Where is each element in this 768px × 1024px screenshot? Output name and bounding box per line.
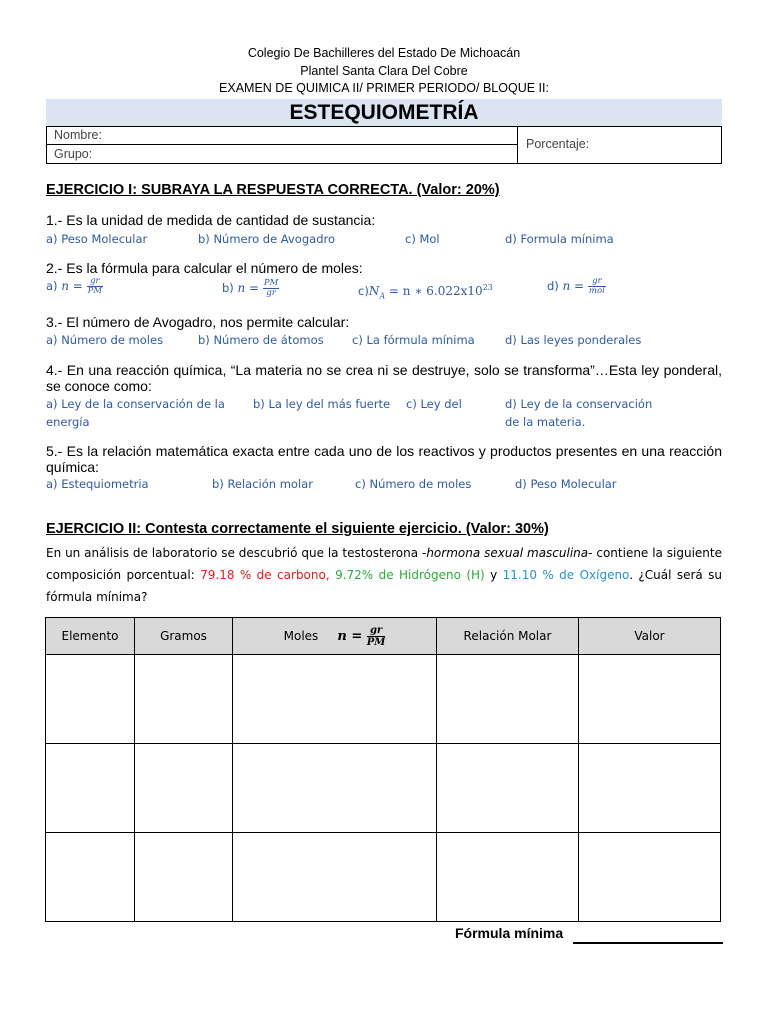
info-row-divider xyxy=(47,144,517,145)
table-cell[interactable] xyxy=(46,744,135,833)
q2-d-letter: d) xyxy=(547,279,559,293)
table-cell[interactable] xyxy=(135,833,233,922)
col-moles-eq: n = xyxy=(337,628,363,644)
q5-option-a[interactable]: a) Estequiometria xyxy=(46,477,149,491)
avogadro-equation: = n ∗ 6.022x10 xyxy=(385,284,483,298)
q2-a-letter: a) xyxy=(46,279,58,293)
q4-option-d[interactable]: d) Ley de la conservación xyxy=(505,397,653,411)
question-2: 2.- Es la fórmula para calcular el número de moles: xyxy=(46,260,363,276)
info-divider xyxy=(517,126,518,163)
q4-option-d-cont[interactable]: de la materia. xyxy=(505,415,586,429)
hydrogen-percent: 9.72% de Hidrógeno (H) xyxy=(335,568,485,582)
q2-d-eq: n = xyxy=(562,279,585,293)
q2-a-den: PM xyxy=(87,286,103,296)
table-cell[interactable] xyxy=(437,655,579,744)
name-field[interactable]: Nombre: xyxy=(54,128,102,142)
table-cell[interactable] xyxy=(233,655,437,744)
exam-subtitle: EXAMEN DE QUIMICA II/ PRIMER PERIODO/ BLOQUE II: xyxy=(219,81,549,95)
q4-option-a[interactable]: a) Ley de la conservación de la xyxy=(46,397,225,411)
table-cell[interactable] xyxy=(135,744,233,833)
q2-option-b[interactable] xyxy=(222,279,279,298)
q3-option-b[interactable]: b) Número de átomos xyxy=(198,333,324,347)
statement-mid: - contiene la siguiente composición porcentual: xyxy=(46,546,722,582)
table-cell[interactable] xyxy=(135,655,233,744)
q3-option-d[interactable]: d) Las leyes ponderales xyxy=(505,333,642,347)
student-info-box xyxy=(46,126,722,164)
col-moles-den: PM xyxy=(366,636,386,648)
statement-start: En un análisis de laboratorio se descubrió que la testosterona - xyxy=(46,546,427,560)
q2-b-eq: n = xyxy=(237,281,260,295)
q1-option-c[interactable]: c) Mol xyxy=(405,232,440,246)
col-gramos: Gramos xyxy=(135,618,233,655)
col-elemento: Elemento xyxy=(46,618,135,655)
q2-d-num: gr xyxy=(588,277,606,287)
q2-option-a[interactable] xyxy=(46,277,103,296)
table-row xyxy=(46,655,721,744)
table-cell[interactable] xyxy=(579,744,721,833)
oxygen-percent: 11.10 % de Oxígeno xyxy=(502,568,630,582)
avogadro-exponent: 23 xyxy=(482,283,493,292)
q2-b-den: gr xyxy=(266,288,276,298)
q2-a-num: gr xyxy=(87,277,103,287)
q4-option-a-cont[interactable]: energía xyxy=(46,415,90,429)
col-relacion-molar: Relación Molar xyxy=(437,618,579,655)
exercise-2-statement xyxy=(46,542,722,608)
table-cell[interactable] xyxy=(437,744,579,833)
q1-option-b[interactable]: b) Número de Avogadro xyxy=(198,232,336,246)
table-row xyxy=(46,833,721,922)
exercise-2-heading: EJERCICIO II: Contesta correctamente el siguiente ejercicio. (Valor: 30%) xyxy=(46,521,549,537)
q5-option-b[interactable]: b) Relación molar xyxy=(212,477,313,491)
question-4: 4.- En una reacción química, “La materia no se crea ni se destruye, solo se transforma”…Esta ley ponderal, se conoce como: xyxy=(46,362,722,394)
q2-c-letter: c) xyxy=(358,284,369,298)
answer-table xyxy=(45,617,721,922)
table-cell[interactable] xyxy=(579,655,721,744)
col-valor: Valor xyxy=(579,618,721,655)
percentage-field[interactable]: Porcentaje: xyxy=(526,137,590,151)
page-title: ESTEQUIOMETRÍA xyxy=(289,101,479,124)
table-cell[interactable] xyxy=(579,833,721,922)
campus-name: Plantel Santa Clara Del Cobre xyxy=(300,64,468,78)
question-3: 3.- El número de Avogadro, nos permite calcular: xyxy=(46,314,350,330)
q4-option-c[interactable]: c) Ley del xyxy=(406,397,462,411)
formula-minima-label: Fórmula mínima xyxy=(455,925,564,941)
table-row xyxy=(46,744,721,833)
q2-d-den: mol xyxy=(588,286,605,296)
question-1: 1.- Es la unidad de medida de cantidad de sustancia: xyxy=(46,212,376,228)
col-moles-label: Moles xyxy=(283,628,319,643)
group-field[interactable]: Grupo: xyxy=(54,147,93,161)
table-cell[interactable] xyxy=(233,744,437,833)
table-header-row xyxy=(46,618,721,655)
table-cell[interactable] xyxy=(233,833,437,922)
q2-b-num: PM xyxy=(263,278,279,288)
col-moles xyxy=(233,618,437,655)
avogadro-subscript: A xyxy=(379,291,386,301)
q2-b-letter: b) xyxy=(222,281,234,295)
q5-option-c[interactable]: c) Número de moles xyxy=(355,477,472,491)
statement-end: . ¿Cuál será su fórmula mínima? xyxy=(46,568,723,604)
statement-and: y xyxy=(484,568,503,582)
q1-option-a[interactable]: a) Peso Molecular xyxy=(46,232,148,246)
exercise-1-heading: EJERCICIO I: SUBRAYA LA RESPUESTA CORRECTA. (Valor: 20%) xyxy=(46,182,500,198)
formula-answer-line[interactable] xyxy=(573,942,723,944)
q2-option-c[interactable] xyxy=(358,279,493,304)
q3-option-c[interactable]: c) La fórmula mínima xyxy=(352,333,475,347)
col-moles-num: gr xyxy=(367,625,386,637)
q1-option-d[interactable]: d) Formula mínima xyxy=(505,232,614,246)
statement-italic: hormona sexual masculina xyxy=(426,546,589,560)
school-name: Colegio De Bachilleres del Estado De Michoacán xyxy=(247,46,521,60)
carbon-percent: 79.18 % de carbono, xyxy=(200,568,330,582)
q2-option-d[interactable] xyxy=(547,277,606,296)
q3-option-a[interactable]: a) Número de moles xyxy=(46,333,164,347)
avogadro-symbol: N xyxy=(368,284,380,298)
q5-option-d[interactable]: d) Peso Molecular xyxy=(515,477,617,491)
question-5: 5.- Es la relación matemática exacta entre cada uno de los reactivos y productos presentes en una reacción química: xyxy=(46,443,722,475)
q2-a-eq: n = xyxy=(61,279,83,293)
table-cell[interactable] xyxy=(46,655,135,744)
q4-option-b[interactable]: b) La ley del más fuerte xyxy=(253,397,391,411)
table-cell[interactable] xyxy=(46,833,135,922)
table-cell[interactable] xyxy=(437,833,579,922)
